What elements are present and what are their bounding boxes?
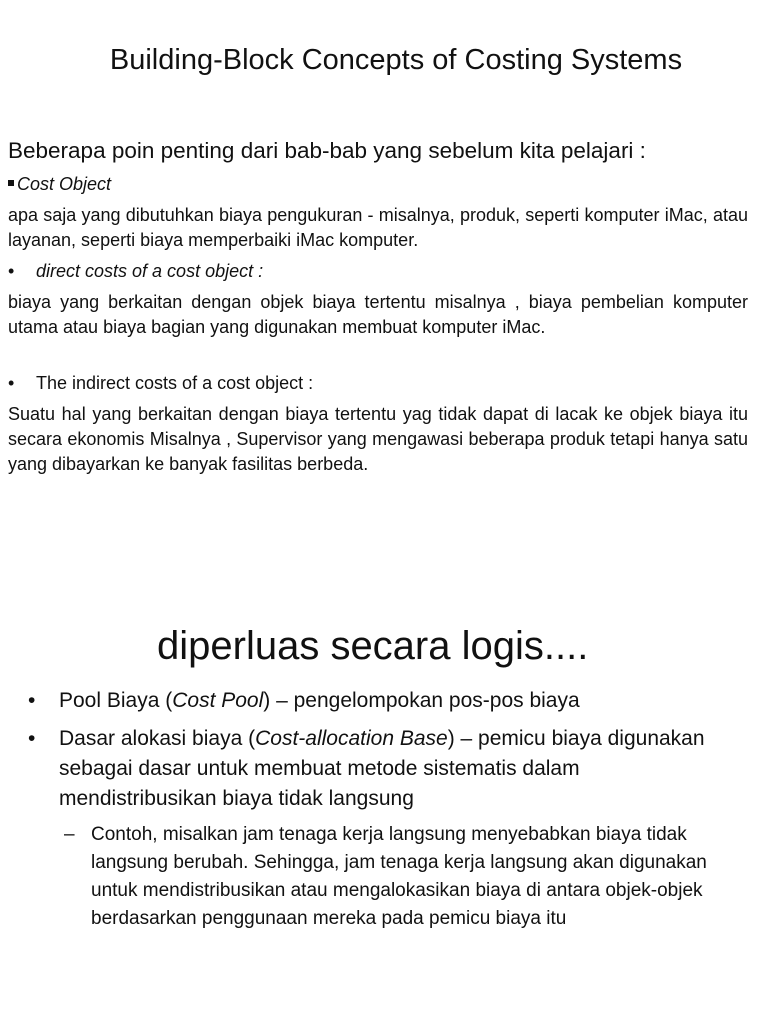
slide-2-title: diperluas secara logis....	[157, 624, 589, 668]
bullet-allocation-base	[28, 724, 738, 814]
allocation-base-text	[59, 724, 738, 814]
indirect-costs-heading	[8, 371, 748, 396]
intro-text: Beberapa poin penting dari bab-bab yang sebelum kita pelajari :	[8, 138, 646, 163]
allocation-base-suffix: ) – pemicu biaya digunakan sebagai dasar untuk membuat metode sistematis dalam mendistribusikan biaya tidak langsung	[59, 727, 705, 810]
slide-1-title: Building-Block Concepts of Costing Systems	[109, 44, 683, 76]
sub-bullet-example	[64, 821, 744, 933]
cost-pool-term: Cost Pool	[172, 689, 264, 712]
direct-costs-definition: biaya yang berkaitan dengan objek biaya tertentu misalnya , biaya pembelian komputer utama atau biaya bagian yang digunakan membuat komputer iMac.	[8, 292, 748, 337]
cost-pool-suffix: ) – pengelompokan pos-pos biaya	[263, 689, 580, 712]
dash-icon: –	[64, 824, 75, 845]
direct-costs-label: direct costs of a cost object :	[36, 261, 264, 281]
example-text: Contoh, misalkan jam tenaga kerja langsung menyebabkan biaya tidak langsung berubah. Sehingga, jam tenaga kerja langsung akan digunakan untuk mendistribusikan atau mengalokasikan biaya di antara objek-objek berdasarkan penggunaan mereka pada pemicu biaya itu	[91, 824, 707, 929]
indirect-costs-label: The indirect costs of a cost object :	[36, 373, 314, 393]
bullet-icon: •	[28, 727, 36, 750]
cost-object-label: Cost Object	[17, 174, 112, 194]
direct-costs-heading	[8, 259, 748, 284]
allocation-base-prefix: Dasar alokasi biaya (	[59, 727, 256, 750]
cost-object-definition: apa saja yang dibutuhkan biaya pengukuran - misalnya, produk, seperti komputer iMac, atau layanan, seperti biaya memperbaiki iMac komputer.	[8, 205, 748, 250]
bullet-icon: •	[8, 373, 15, 393]
cost-pool-text	[59, 686, 738, 716]
cost-pool-prefix: Pool Biaya (	[59, 689, 173, 712]
bullet-cost-pool	[28, 686, 738, 716]
bullet-icon: •	[28, 689, 36, 712]
slide-2	[0, 600, 768, 1024]
indirect-costs-definition: Suatu hal yang berkaitan dengan biaya tertentu yag tidak dapat di lacak ke objek biaya itu secara ekonomis Misalnya , Supervisor yang mengawasi beberapa produk tetapi hanya satu yang dibayarkan ke banyak fasilitas berbeda.	[8, 404, 748, 474]
cost-object-heading	[8, 172, 748, 197]
square-bullet-icon	[8, 180, 14, 186]
bullet-icon: •	[8, 261, 15, 281]
allocation-base-term: Cost-allocation Base	[255, 727, 448, 750]
